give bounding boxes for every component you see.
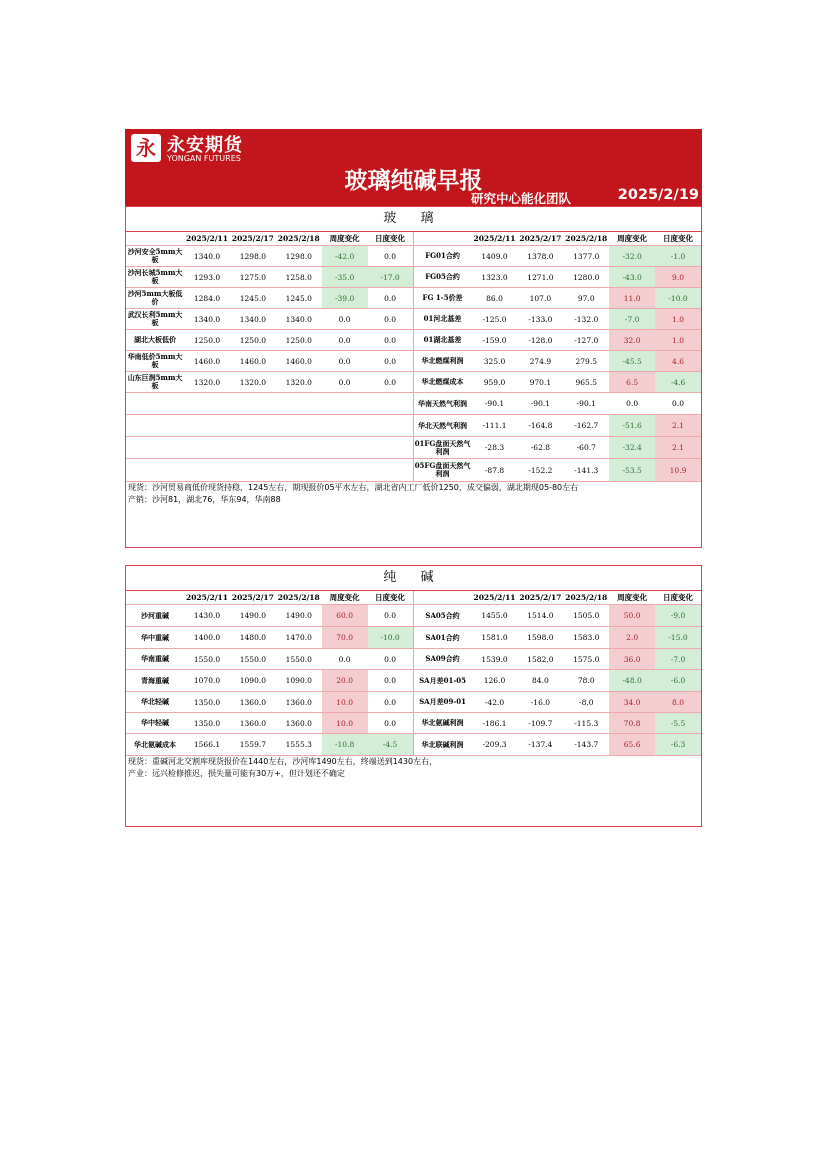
glass-left-value-cell: 0.0 bbox=[338, 377, 351, 387]
glass-right-value-cell: 970.1 bbox=[529, 377, 552, 387]
glass-right-row-label: 05FG盘面天然气利润 bbox=[414, 461, 471, 478]
glass-left-value-cell bbox=[368, 437, 414, 458]
soda-right-value-cell: 1581.0 bbox=[481, 633, 508, 642]
glass-left-value-cell bbox=[276, 393, 322, 414]
soda-right-value-cell: 1583.0 bbox=[573, 633, 600, 642]
soda-left-value-cell: 0.0 bbox=[368, 692, 414, 712]
glass-left-row-label: 沙河安全5mm大板 bbox=[127, 247, 183, 264]
glass-left-value-cell: 0.0 bbox=[368, 246, 414, 266]
soda-table-row bbox=[126, 604, 701, 626]
glass-left-value-cell: 1275.0 bbox=[239, 272, 266, 282]
glass-right-value-cell: 1409.0 bbox=[481, 251, 508, 261]
glass-table-row bbox=[126, 458, 701, 481]
glass-left-value-cell: 0.0 bbox=[338, 335, 351, 345]
soda-table-row bbox=[126, 691, 701, 712]
glass-left-row-label bbox=[126, 393, 184, 414]
soda-section bbox=[125, 565, 702, 827]
glass-left-value-cell: 1320.0 bbox=[285, 377, 312, 387]
soda-section-title: 纯 碱 bbox=[126, 566, 701, 591]
soda-left-value-cell: 1470.0 bbox=[285, 633, 312, 642]
glass-right-value-cell: -127.0 bbox=[574, 335, 599, 345]
glass-left-value-cell bbox=[276, 437, 322, 458]
glass-right-col-header: 2025/2/17 bbox=[519, 234, 562, 243]
glass-right-value-cell: 9.0 bbox=[655, 267, 701, 287]
glass-left-value-cell: 0.0 bbox=[368, 372, 414, 392]
glass-right-col-header: 周度变化 bbox=[617, 234, 648, 243]
glass-right-value-cell: 1378.0 bbox=[527, 251, 554, 261]
glass-right-value-cell: -125.0 bbox=[482, 314, 507, 324]
glass-right-value-cell: -164.8 bbox=[528, 421, 553, 430]
glass-table-row bbox=[126, 371, 701, 392]
soda-right-col-header: 周度变化 bbox=[617, 593, 648, 602]
soda-left-value-cell: -10.0 bbox=[368, 627, 414, 648]
glass-right-value-cell: -128.0 bbox=[528, 335, 553, 345]
glass-right-value-cell: -10.0 bbox=[655, 288, 701, 308]
glass-left-value-cell: 1250.0 bbox=[285, 335, 312, 345]
soda-left-col-header: 周度变化 bbox=[329, 593, 360, 602]
soda-right-value-cell: -186.1 bbox=[482, 718, 507, 728]
glass-right-value-cell: 1377.0 bbox=[573, 251, 600, 261]
soda-table-row bbox=[126, 733, 701, 755]
glass-left-value-cell: 0.0 bbox=[368, 330, 414, 350]
soda-left-header-spacer bbox=[126, 591, 184, 604]
soda-right-value-cell: 1514.0 bbox=[527, 611, 554, 620]
glass-left-value-cell: 1250.0 bbox=[193, 335, 221, 345]
soda-right-value-cell: -16.0 bbox=[530, 697, 550, 707]
soda-right-col-header: 2025/2/18 bbox=[565, 593, 608, 602]
glass-left-value-cell: 1320.0 bbox=[193, 377, 221, 387]
glass-right-value-cell: -87.8 bbox=[484, 465, 505, 475]
soda-left-value-cell: 10.0 bbox=[322, 713, 368, 733]
glass-left-row-label: 湖北大板低价 bbox=[134, 335, 177, 344]
glass-right-value-cell: 1323.0 bbox=[481, 272, 508, 282]
glass-right-value-cell: 279.5 bbox=[575, 356, 597, 366]
soda-left-value-cell: 1360.0 bbox=[285, 697, 312, 707]
glass-left-col-header: 2025/2/17 bbox=[231, 234, 274, 243]
glass-table bbox=[126, 245, 701, 481]
soda-right-value-cell: 34.0 bbox=[609, 692, 655, 712]
soda-left-row-label: 华南重碱 bbox=[141, 654, 170, 663]
soda-right-value-cell: -5.5 bbox=[655, 713, 701, 733]
soda-left-value-cell: 1350.0 bbox=[193, 697, 221, 707]
soda-right-row-label: SA05合约 bbox=[425, 610, 460, 620]
glass-right-value-cell: -4.6 bbox=[655, 372, 701, 392]
soda-right-value-cell: 1505.0 bbox=[573, 611, 600, 620]
glass-right-value-cell: 959.0 bbox=[483, 377, 506, 387]
soda-left-value-cell: 1480.0 bbox=[239, 633, 266, 642]
glass-right-value-cell: 274.9 bbox=[529, 356, 552, 366]
soda-note-spot: 现货：重碱河北交割库现货报价在1440左右，沙河库1490左右，终端送到1430左右， bbox=[128, 757, 438, 766]
glass-table-row bbox=[126, 350, 701, 371]
soda-left-value-cell: 0.0 bbox=[368, 670, 414, 691]
glass-left-value-cell: -39.0 bbox=[322, 288, 368, 308]
soda-right-row-label: SA月差09-01 bbox=[419, 697, 466, 706]
team-name: 研究中心能化团队 bbox=[471, 191, 572, 206]
glass-left-row-label bbox=[126, 459, 184, 481]
soda-left-value-cell: 60.0 bbox=[322, 605, 368, 626]
soda-left-value-cell: 1566.1 bbox=[193, 740, 221, 749]
glass-left-value-cell: 1460.0 bbox=[193, 356, 221, 366]
soda-right-value-cell: -42.0 bbox=[484, 697, 505, 707]
glass-right-value-cell: -162.7 bbox=[574, 421, 599, 430]
glass-right-value-cell: -60.7 bbox=[576, 443, 596, 452]
soda-left-value-cell: 1550.0 bbox=[193, 654, 221, 664]
glass-right-value-cell: 4.6 bbox=[655, 351, 701, 371]
soda-left-value-cell: 1490.0 bbox=[285, 611, 312, 620]
glass-right-value-cell: 1271.0 bbox=[527, 272, 554, 282]
glass-right-value-cell: -159.0 bbox=[482, 335, 507, 345]
glass-left-value-cell: 0.0 bbox=[368, 351, 414, 371]
glass-right-value-cell: -53.5 bbox=[609, 459, 655, 481]
glass-right-value-cell: 2.1 bbox=[655, 415, 701, 436]
soda-right-value-cell: -209.3 bbox=[482, 740, 507, 749]
soda-left-value-cell: 1559.7 bbox=[239, 740, 266, 749]
soda-left-col-header: 2025/2/17 bbox=[231, 593, 274, 602]
soda-left-value-cell: 0.0 bbox=[368, 713, 414, 733]
glass-left-value-cell: 1298.0 bbox=[285, 251, 312, 261]
soda-right-value-cell: 1598.0 bbox=[527, 633, 554, 642]
glass-right-value-cell: -132.0 bbox=[574, 314, 599, 324]
glass-table-row bbox=[126, 414, 701, 436]
soda-right-value-cell: -15.0 bbox=[655, 627, 701, 648]
glass-left-value-cell: 1340.0 bbox=[193, 251, 221, 261]
glass-right-value-cell: 97.0 bbox=[577, 293, 595, 303]
glass-right-row-label: 华北燃煤利润 bbox=[421, 356, 464, 365]
glass-left-value-cell: 1340.0 bbox=[239, 314, 266, 324]
soda-left-value-cell: 1400.0 bbox=[193, 633, 221, 642]
glass-table-row bbox=[126, 245, 701, 266]
soda-table bbox=[126, 604, 701, 755]
soda-right-row-label: 华北联碱利润 bbox=[421, 739, 464, 749]
glass-section bbox=[125, 206, 702, 548]
glass-left-col-header: 日度变化 bbox=[368, 232, 414, 245]
glass-left-value-cell bbox=[368, 459, 414, 481]
glass-left-value-cell bbox=[322, 459, 368, 481]
glass-left-value-cell: 1460.0 bbox=[285, 356, 312, 366]
soda-left-value-cell: -4.5 bbox=[368, 734, 414, 755]
glass-right-col-header: 日度变化 bbox=[663, 234, 694, 243]
soda-left-value-cell: 1550.0 bbox=[285, 654, 312, 664]
glass-right-value-cell: 1.0 bbox=[655, 309, 701, 329]
soda-right-value-cell: 50.0 bbox=[609, 605, 655, 626]
glass-left-value-cell: 1340.0 bbox=[285, 314, 312, 324]
soda-right-col-header: 日度变化 bbox=[663, 593, 694, 602]
glass-right-row-label: 01FG盘面天然气利润 bbox=[414, 438, 471, 456]
soda-left-value-cell: 1090.0 bbox=[239, 676, 266, 685]
glass-table-row bbox=[126, 436, 701, 458]
glass-left-value-cell bbox=[184, 393, 230, 414]
glass-right-value-cell: -90.1 bbox=[484, 399, 505, 408]
soda-left-row-label: 华中轻碱 bbox=[141, 718, 170, 727]
glass-left-value-cell bbox=[368, 393, 414, 414]
soda-left-col-header: 2025/2/11 bbox=[185, 593, 228, 602]
soda-right-value-cell: 1539.0 bbox=[481, 654, 508, 664]
soda-left-value-cell: 70.0 bbox=[322, 627, 368, 648]
glass-left-header-spacer bbox=[126, 232, 184, 245]
soda-left-value-cell: 1555.3 bbox=[285, 740, 312, 749]
soda-left-value-cell: 0.0 bbox=[368, 605, 414, 626]
soda-left-value-cell: 20.0 bbox=[322, 670, 368, 691]
soda-right-value-cell: 78.0 bbox=[577, 676, 595, 685]
glass-left-value-cell: 0.0 bbox=[368, 309, 414, 329]
soda-left-value-cell: 1360.0 bbox=[239, 718, 266, 728]
glass-left-value-cell: 1245.0 bbox=[239, 293, 266, 303]
glass-notes bbox=[126, 481, 701, 506]
glass-right-value-cell: 32.0 bbox=[609, 330, 655, 350]
glass-right-col-header: 2025/2/11 bbox=[473, 234, 516, 243]
glass-right-value-cell: -133.0 bbox=[528, 314, 553, 324]
soda-right-value-cell: 2.0 bbox=[609, 627, 655, 648]
soda-right-row-label: SA月差01-05 bbox=[419, 675, 466, 685]
glass-table-row bbox=[126, 329, 701, 350]
glass-right-row-label: FG01合约 bbox=[425, 251, 460, 260]
soda-left-row-label: 沙河重碱 bbox=[141, 610, 170, 620]
soda-right-value-cell: -115.3 bbox=[574, 718, 599, 728]
glass-right-row-label: FG 1-5价差 bbox=[422, 293, 463, 302]
glass-right-value-cell: -141.3 bbox=[574, 465, 599, 475]
glass-left-value-cell bbox=[184, 437, 230, 458]
glass-right-col-header: 2025/2/18 bbox=[565, 234, 608, 243]
soda-right-value-cell: 70.8 bbox=[609, 713, 655, 733]
soda-left-value-cell: 1360.0 bbox=[285, 718, 312, 728]
soda-left-col-header: 2025/2/18 bbox=[277, 593, 320, 602]
soda-left-value-cell: 1070.0 bbox=[193, 676, 221, 685]
soda-left-value-cell: 1350.0 bbox=[193, 718, 221, 728]
glass-right-value-cell: -62.8 bbox=[530, 443, 550, 452]
soda-right-value-cell: 1582.0 bbox=[527, 654, 554, 664]
yongan-logo-icon: 永 bbox=[131, 134, 161, 162]
soda-left-value-cell: -10.8 bbox=[322, 734, 368, 755]
report-title: 玻璃纯碱早报 bbox=[344, 168, 483, 194]
glass-left-value-cell: 1245.0 bbox=[285, 293, 312, 303]
glass-left-value-cell: 1298.0 bbox=[239, 251, 266, 261]
soda-table-row bbox=[126, 648, 701, 669]
soda-right-value-cell: -109.7 bbox=[528, 718, 553, 728]
glass-right-value-cell: 86.0 bbox=[486, 293, 503, 303]
soda-note-industry: 产业：远兴检修推迟，损失量可能有30万+，但计划还不确定 bbox=[128, 769, 345, 778]
brand-name-cn: 永安期货 bbox=[167, 135, 243, 156]
glass-left-row-label bbox=[126, 415, 184, 436]
glass-table-row bbox=[126, 308, 701, 329]
glass-left-value-cell: 0.0 bbox=[368, 288, 414, 308]
glass-left-value-cell bbox=[184, 415, 230, 436]
glass-right-row-label: 01湖北基差 bbox=[423, 335, 462, 344]
soda-right-col-header: 2025/2/11 bbox=[473, 593, 516, 602]
soda-left-col-header: 日度变化 bbox=[368, 591, 414, 604]
glass-left-value-cell bbox=[322, 393, 368, 414]
glass-table-row bbox=[126, 266, 701, 287]
glass-right-value-cell: -28.3 bbox=[484, 443, 505, 452]
glass-left-value-cell: -42.0 bbox=[322, 246, 368, 266]
glass-right-row-label: 华北燃煤成本 bbox=[421, 377, 464, 386]
glass-header-row bbox=[126, 232, 701, 245]
soda-left-row-label: 华北轻碱 bbox=[141, 697, 170, 706]
glass-left-value-cell bbox=[230, 437, 276, 458]
soda-right-value-cell: 1455.0 bbox=[481, 611, 508, 620]
soda-left-row-label: 华中重碱 bbox=[141, 632, 170, 642]
glass-right-row-label: 华北天然气利润 bbox=[418, 420, 468, 430]
glass-left-value-cell bbox=[322, 437, 368, 458]
soda-right-value-cell: 65.6 bbox=[609, 734, 655, 755]
glass-left-col-header: 2025/2/11 bbox=[185, 234, 228, 243]
soda-right-value-cell: 84.0 bbox=[532, 676, 549, 685]
glass-right-value-cell: -43.0 bbox=[609, 267, 655, 287]
glass-right-value-cell: -45.5 bbox=[609, 351, 655, 371]
soda-right-value-cell: -6.0 bbox=[655, 670, 701, 691]
glass-right-row-label: FG05合约 bbox=[425, 272, 460, 281]
soda-right-row-label: SA01合约 bbox=[425, 632, 460, 642]
glass-right-value-cell: 107.0 bbox=[529, 293, 552, 303]
glass-right-value-cell: 325.0 bbox=[483, 356, 506, 366]
soda-right-row-label: 华北氨碱利润 bbox=[421, 718, 464, 727]
glass-right-value-cell: 0.0 bbox=[672, 399, 684, 408]
glass-right-value-cell: 6.5 bbox=[609, 372, 655, 392]
glass-left-value-cell: 1258.0 bbox=[285, 272, 312, 282]
glass-right-value-cell: -152.2 bbox=[528, 465, 553, 475]
glass-right-value-cell: 0.0 bbox=[626, 399, 639, 408]
soda-right-value-cell: -7.0 bbox=[655, 649, 701, 669]
glass-right-value-cell: -51.6 bbox=[609, 415, 655, 436]
glass-right-header-spacer bbox=[414, 232, 472, 245]
glass-right-value-cell: 1.0 bbox=[655, 330, 701, 350]
report-date: 2025/2/19 bbox=[617, 187, 699, 203]
glass-right-row-label: 华南天然气利润 bbox=[418, 398, 468, 408]
soda-left-row-label: 青海重碱 bbox=[141, 675, 170, 685]
glass-left-col-header: 周度变化 bbox=[329, 234, 360, 243]
glass-left-value-cell: 1250.0 bbox=[239, 335, 266, 345]
soda-notes bbox=[126, 755, 701, 780]
soda-right-row-label: SA09合约 bbox=[425, 654, 460, 663]
glass-left-row-label: 山东巨润5mm大板 bbox=[127, 373, 183, 390]
glass-left-value-cell: -35.0 bbox=[322, 267, 368, 287]
soda-right-header-spacer bbox=[414, 591, 472, 604]
soda-right-value-cell: -48.0 bbox=[609, 670, 655, 691]
soda-right-value-cell: -137.4 bbox=[528, 740, 553, 749]
glass-right-value-cell: -1.0 bbox=[655, 246, 701, 266]
glass-left-value-cell bbox=[184, 459, 230, 481]
soda-left-row-label: 华北氨碱成本 bbox=[134, 739, 177, 749]
soda-table-row bbox=[126, 669, 701, 691]
soda-right-value-cell: -8.0 bbox=[579, 697, 594, 707]
glass-right-value-cell: 11.0 bbox=[609, 288, 655, 308]
glass-left-value-cell: 1284.0 bbox=[193, 293, 221, 303]
soda-left-value-cell: 1090.0 bbox=[285, 676, 312, 685]
soda-right-value-cell: 1575.0 bbox=[573, 654, 600, 664]
soda-left-value-cell: 1550.0 bbox=[239, 654, 266, 664]
glass-left-value-cell: 1460.0 bbox=[239, 356, 266, 366]
soda-right-value-cell: -9.0 bbox=[655, 605, 701, 626]
glass-right-row-label: 01河北基差 bbox=[423, 314, 462, 323]
glass-table-row bbox=[126, 287, 701, 308]
glass-right-value-cell: -111.1 bbox=[482, 421, 507, 430]
glass-left-value-cell: 0.0 bbox=[338, 314, 351, 324]
glass-right-value-cell: 2.1 bbox=[655, 437, 701, 458]
glass-left-value-cell bbox=[322, 415, 368, 436]
soda-left-value-cell: 10.0 bbox=[322, 692, 368, 712]
soda-left-value-cell: 0.0 bbox=[368, 649, 414, 669]
glass-left-value-cell: 1340.0 bbox=[193, 314, 221, 324]
glass-left-value-cell bbox=[230, 415, 276, 436]
soda-right-value-cell: -6.3 bbox=[655, 734, 701, 755]
glass-left-col-header: 2025/2/18 bbox=[277, 234, 320, 243]
glass-left-value-cell: 1293.0 bbox=[193, 272, 221, 282]
glass-right-value-cell: -90.1 bbox=[530, 399, 550, 408]
soda-header-row bbox=[126, 591, 701, 604]
glass-left-row-label: 沙河长城5mm大板 bbox=[127, 268, 183, 285]
glass-left-row-label bbox=[126, 437, 184, 458]
glass-left-value-cell bbox=[276, 415, 322, 436]
soda-right-col-header: 2025/2/17 bbox=[519, 593, 562, 602]
soda-left-value-cell: 0.0 bbox=[338, 654, 351, 664]
glass-left-row-label: 沙河5mm大板低价 bbox=[127, 289, 183, 306]
glass-right-value-cell: 1280.0 bbox=[573, 272, 600, 282]
glass-left-value-cell bbox=[230, 459, 276, 481]
soda-right-value-cell: 36.0 bbox=[609, 649, 655, 669]
glass-left-value-cell bbox=[230, 393, 276, 414]
glass-note-spot: 现货：沙河贸易商低价现货持稳，1245左右，期现报价05平水左右，湖北省内工厂低价1250，成交偏弱，湖北期现05-80左右 bbox=[128, 483, 579, 492]
glass-section-title: 玻 璃 bbox=[126, 207, 701, 232]
glass-left-value-cell: 1320.0 bbox=[239, 377, 266, 387]
glass-right-value-cell: 10.9 bbox=[655, 459, 701, 481]
soda-left-value-cell: 1490.0 bbox=[239, 611, 266, 620]
glass-left-value-cell: -17.0 bbox=[368, 267, 414, 287]
glass-right-value-cell: -7.0 bbox=[609, 309, 655, 329]
soda-left-value-cell: 1430.0 bbox=[193, 611, 221, 620]
report-banner bbox=[125, 129, 702, 206]
soda-right-value-cell: -143.7 bbox=[574, 740, 599, 749]
glass-left-row-label: 武汉长利5mm大板 bbox=[127, 310, 183, 327]
glass-right-value-cell: -32.0 bbox=[609, 246, 655, 266]
glass-right-value-cell: 965.5 bbox=[575, 377, 597, 387]
glass-note-sales: 产销：沙河81，湖北76，华东94，华南88 bbox=[128, 495, 281, 504]
glass-right-value-cell: -32.4 bbox=[609, 437, 655, 458]
soda-right-value-cell: 8.0 bbox=[655, 692, 701, 712]
soda-left-value-cell: 1360.0 bbox=[239, 697, 266, 707]
brand-name-en: YONGAN FUTURES bbox=[167, 154, 241, 163]
glass-left-value-cell bbox=[368, 415, 414, 436]
glass-table-row bbox=[126, 392, 701, 414]
soda-right-value-cell: 126.0 bbox=[483, 676, 506, 685]
glass-left-value-cell: 0.0 bbox=[338, 356, 351, 366]
glass-right-value-cell: -90.1 bbox=[576, 399, 596, 408]
glass-left-value-cell bbox=[276, 459, 322, 481]
soda-table-row bbox=[126, 712, 701, 733]
soda-table-row bbox=[126, 626, 701, 648]
glass-left-row-label: 华南低价5mm大板 bbox=[127, 352, 183, 369]
